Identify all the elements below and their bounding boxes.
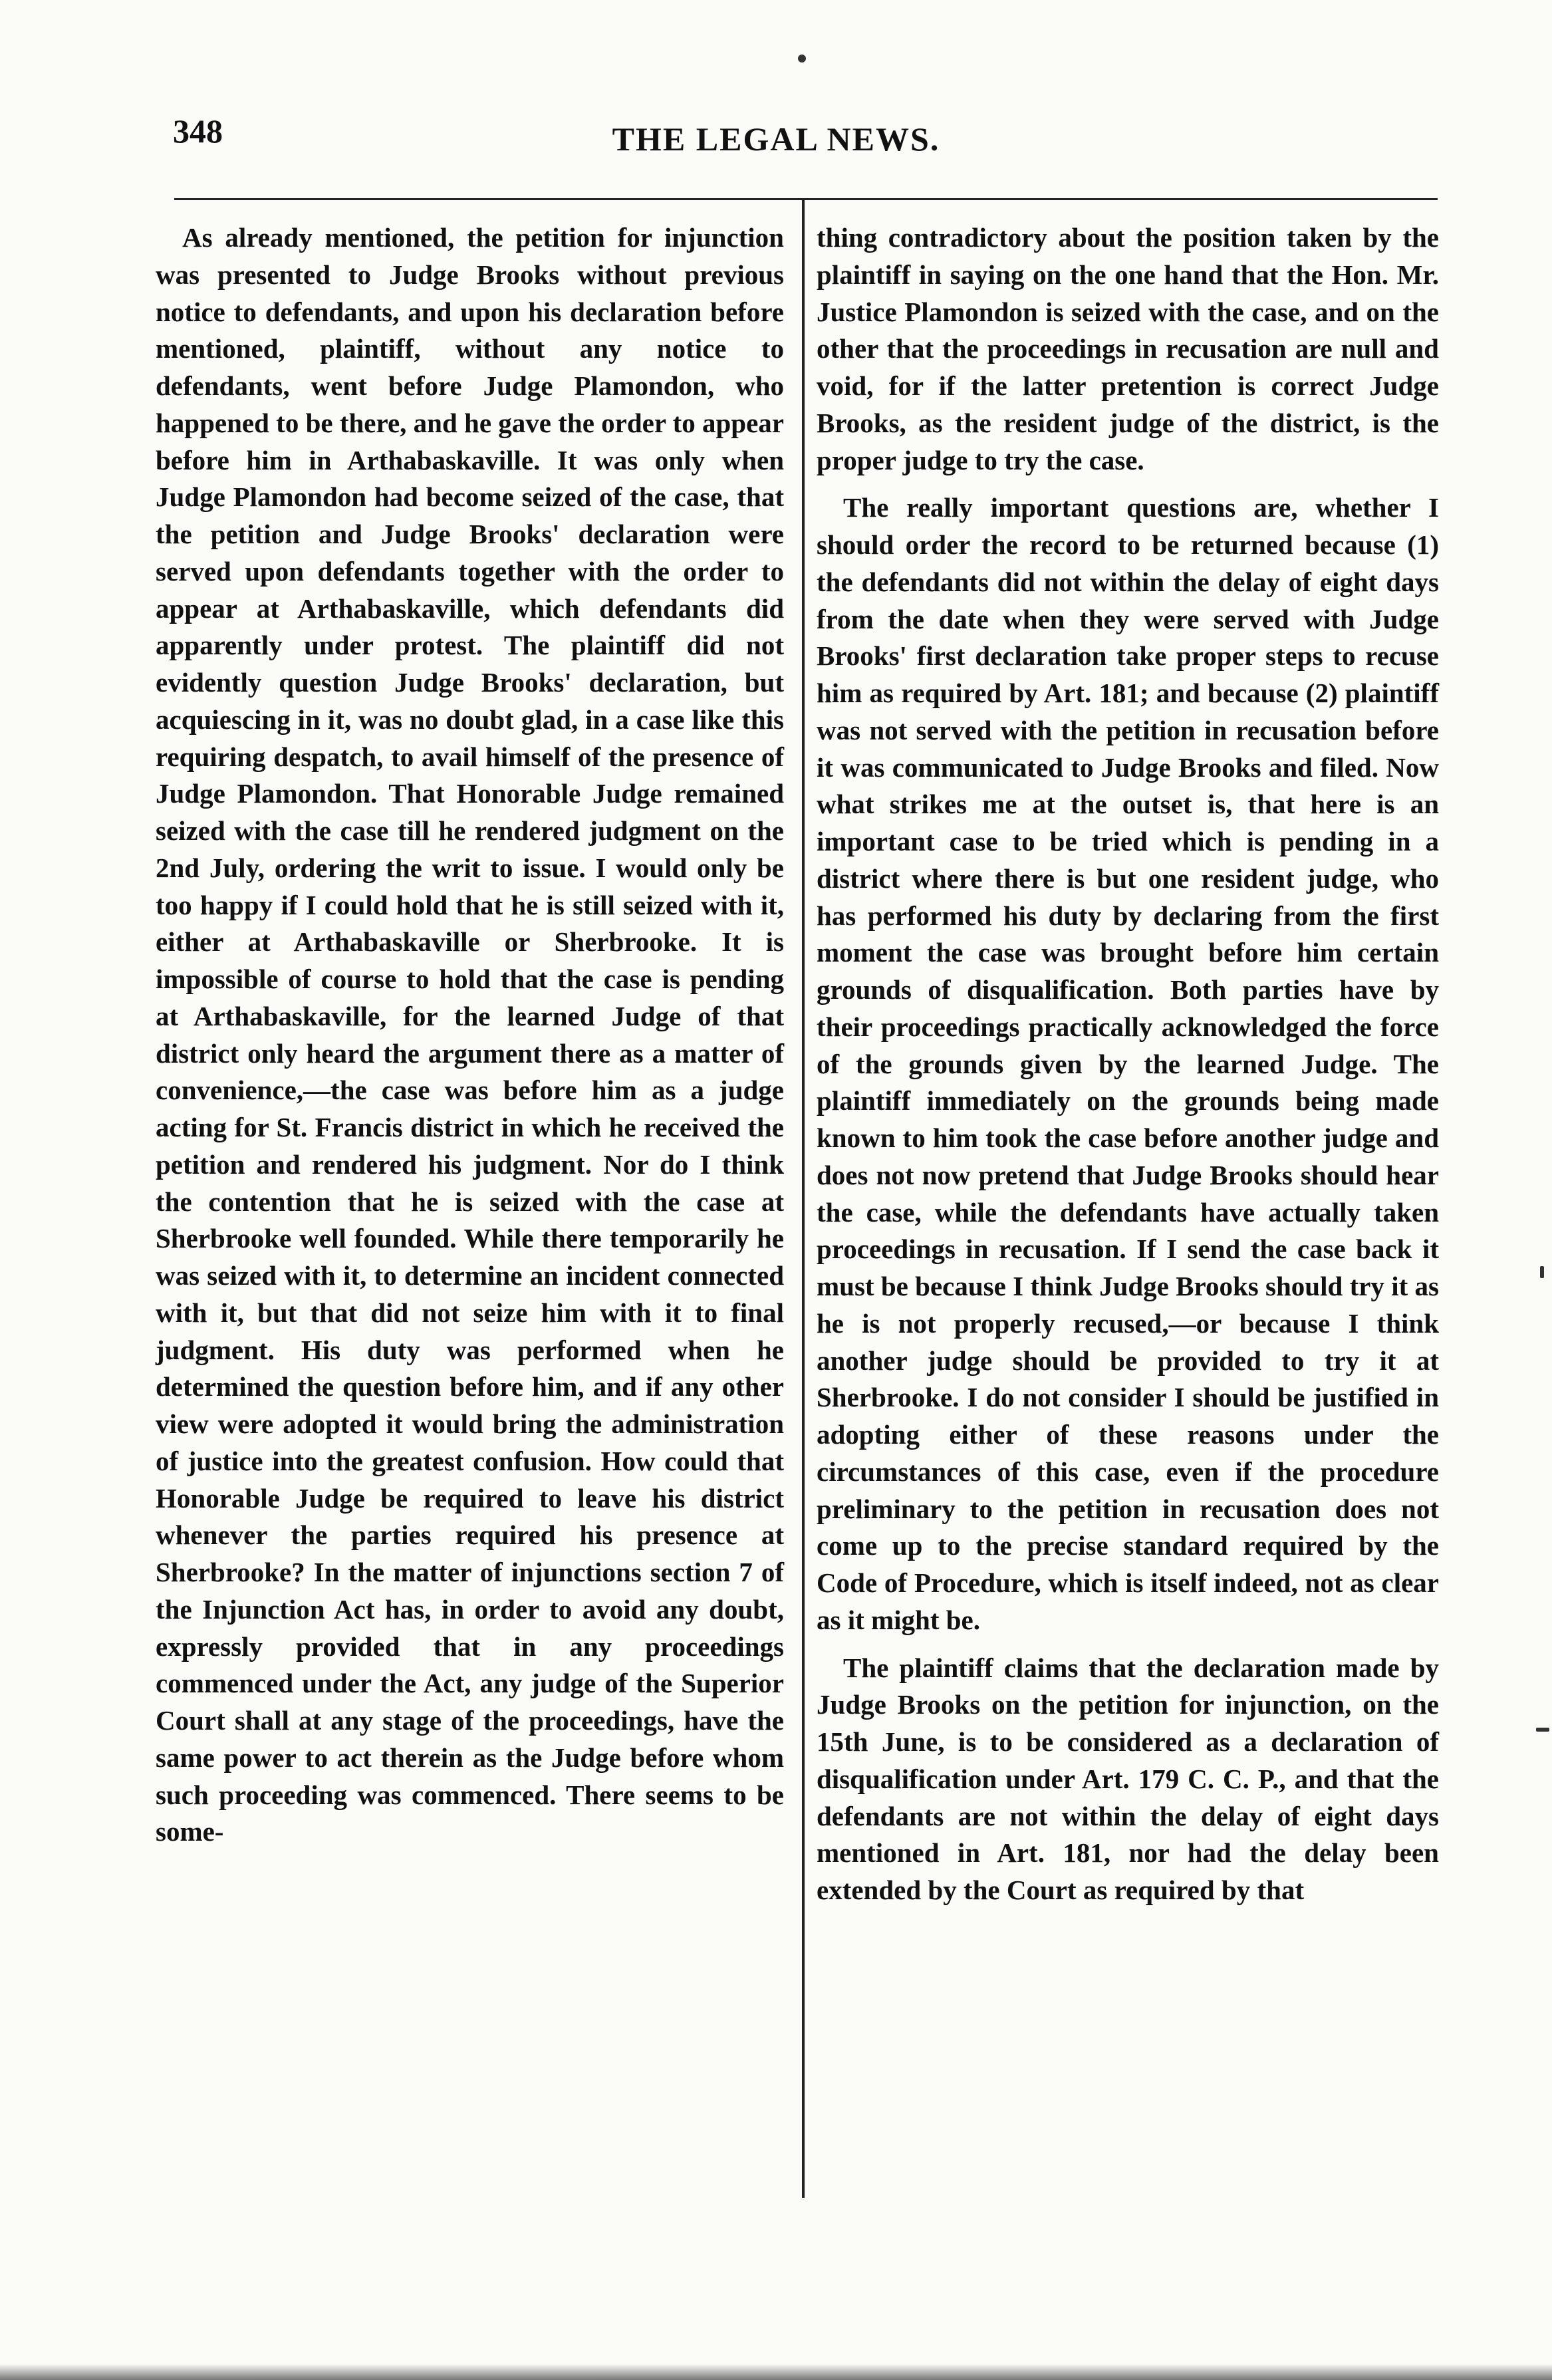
page-number: 348 — [173, 112, 223, 150]
header-rule — [174, 198, 1438, 200]
scan-speck-top — [798, 55, 806, 63]
scan-speck-right — [1540, 1266, 1544, 1278]
right-paragraph-1: thing contradictory about the position taken by the plaintiff in saying on the one hand that the Hon. Mr. Justice Plamondon is seized with the case, and on the other that the proceedings in recusation are null and void, for if the latter pretention is correct Judge Brooks, as the resident judge of the district, is the proper judge to try the case. — [817, 222, 1439, 475]
right-paragraph-3: The plaintiff claims that the declaration made by Judge Brooks on the petition for injunction, on the 15th June, is to be considered as a declaration of disqualification under Art. 179 C. C. P., and that the defendants are not within the delay of eight days mentioned in Art. 181, nor had the delay been extended by the Court as required by that — [817, 1652, 1439, 1905]
right-paragraph-2: The really important questions are, whether I should order the record to be returned because (1) the defendants did not within the delay of eight days from the date when they were served with Judge Brooks' first declaration take proper steps to recuse him as required by Art. 181; and because (2) plaintiff was not served with the petition in recusation before it was communicated to Judge Brooks and filed. Now what strikes me at the outset is, that here is an important case to be tried which is pending in a district where there is but one resident judge, who has performed his duty by declaring from the first moment the case was brought before him certain grounds of disqualification. Both parties have by their proceedings practically acknowledged the force of the grounds given by the learned Judge. The plaintiff immediately on the grounds being made known to him took the case before another judge and does not now pretend that Judge Brooks should hear the case, while the defendants have actually taken proceedings in recusation. If I send the case back it must be because I think Judge Brooks should try it as he is not properly recused,—or because I think another judge should be provided to try it at Sherbrooke. I do not consider I should be justified in adopting either of these reasons under the circumstances of this case, even if the procedure preliminary to the petition in recusation does not come up to the precise standard required by the Code of Procedure, which is itself indeed, not as clear as it might be. — [817, 492, 1439, 1635]
right-column — [817, 219, 1439, 1909]
column-divider — [802, 199, 805, 2198]
left-column — [156, 219, 784, 1851]
running-title: THE LEGAL NEWS. — [612, 120, 940, 158]
scan-bottom-edge — [0, 2364, 1552, 2380]
left-paragraph-1: As already mentioned, the petition for injunction was presented to Judge Brooks without previous notice to defendants, and upon his declaration before mentioned, plaintiff, without any notice to defendants, went before Judge Plamondon, who happened to be there, and he gave the order to appear before him in Arthabaskaville. It was only when Judge Plamondon had become seized of the case, that the petition and Judge Brooks' declaration were served upon defendants together with the order to appear at Arthabaskaville, which defendants did apparently under protest. The plaintiff did not evidently question Judge Brooks' declaration, but acquiescing in it, was no doubt glad, in a case like this requiring despatch, to avail himself of the presence of Judge Plamondon. That Honorable Judge remained seized with the case till he rendered judgment on the 2nd July, ordering the writ to issue. I would only be too happy if I could hold that he is still seized with it, either at Arthabaskaville or Sherbrooke. It is impossible of course to hold that the case is pending at Arthabaskaville, for the learned Judge of that district only heard the argument there as a matter of convenience,—the case was before him as a judge acting for St. Francis district in which he received the petition and rendered his judgment. Nor do I think the contention that he is seized with the case at Sherbrooke well founded. While there temporarily he was seized with it, to determine an incident connected with it, but that did not seize him with it to final judgment. His duty was performed when he determined the question before him, and if any other view were adopted it would bring the administration of justice into the greatest confusion. How could that Honorable Judge be required to leave his district whenever the parties required his presence at Sherbrooke? In the matter of injunctions section 7 of the Injunction Act has, in order to avoid any doubt, expressly provided that in any proceedings commenced under the Act, any judge of the Superior Court shall at any stage of the proceedings, have the same power to act therein as the Judge before whom such proceeding was commenced. There seems to be some- — [156, 222, 784, 1847]
scan-speck-right-2 — [1536, 1728, 1549, 1732]
